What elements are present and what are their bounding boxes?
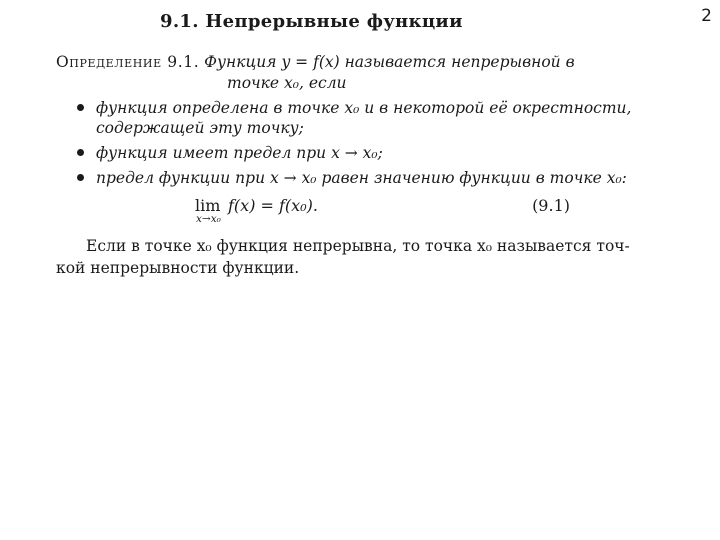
definition-line-1: Функция y = f(x) называется непрерывной в (204, 53, 575, 71)
condition-text: функция определена в точке x₀ и в некоторой её окрестности, содержащей эту точку; (96, 99, 632, 137)
formula-expression: f(x) = f(x₀). (228, 196, 318, 215)
definition-lead: Определение 9.1. (56, 53, 200, 71)
bullet-icon (77, 174, 84, 181)
bullet-icon (77, 104, 84, 111)
condition-text: предел функции при x → x₀ равен значению функции в точке x₀: (96, 169, 627, 187)
bullet-icon (77, 149, 84, 156)
formula-subscript: x→x₀ (196, 213, 221, 225)
page-number: 2 (701, 6, 712, 26)
definition-line-2: точке x₀, если (227, 74, 347, 92)
definition-block (56, 52, 656, 94)
condition-item (58, 168, 668, 188)
formula-number: (9.1) (532, 196, 570, 215)
condition-item (58, 143, 668, 163)
conclusion-paragraph (56, 235, 646, 279)
condition-item (58, 98, 668, 138)
paragraph-line-2: кой непрерывности функции. (56, 259, 300, 277)
paragraph-line-1: Если в точке x₀ функция непрерывна, то точка x₀ называется точ- (86, 237, 630, 255)
formula-lim: lim (195, 196, 221, 215)
section-title: 9.1. Непрерывные функции (160, 11, 463, 32)
conditions-list (58, 98, 668, 193)
condition-text: функция имеет предел при x → x₀; (96, 144, 383, 162)
limit-formula (195, 196, 570, 228)
